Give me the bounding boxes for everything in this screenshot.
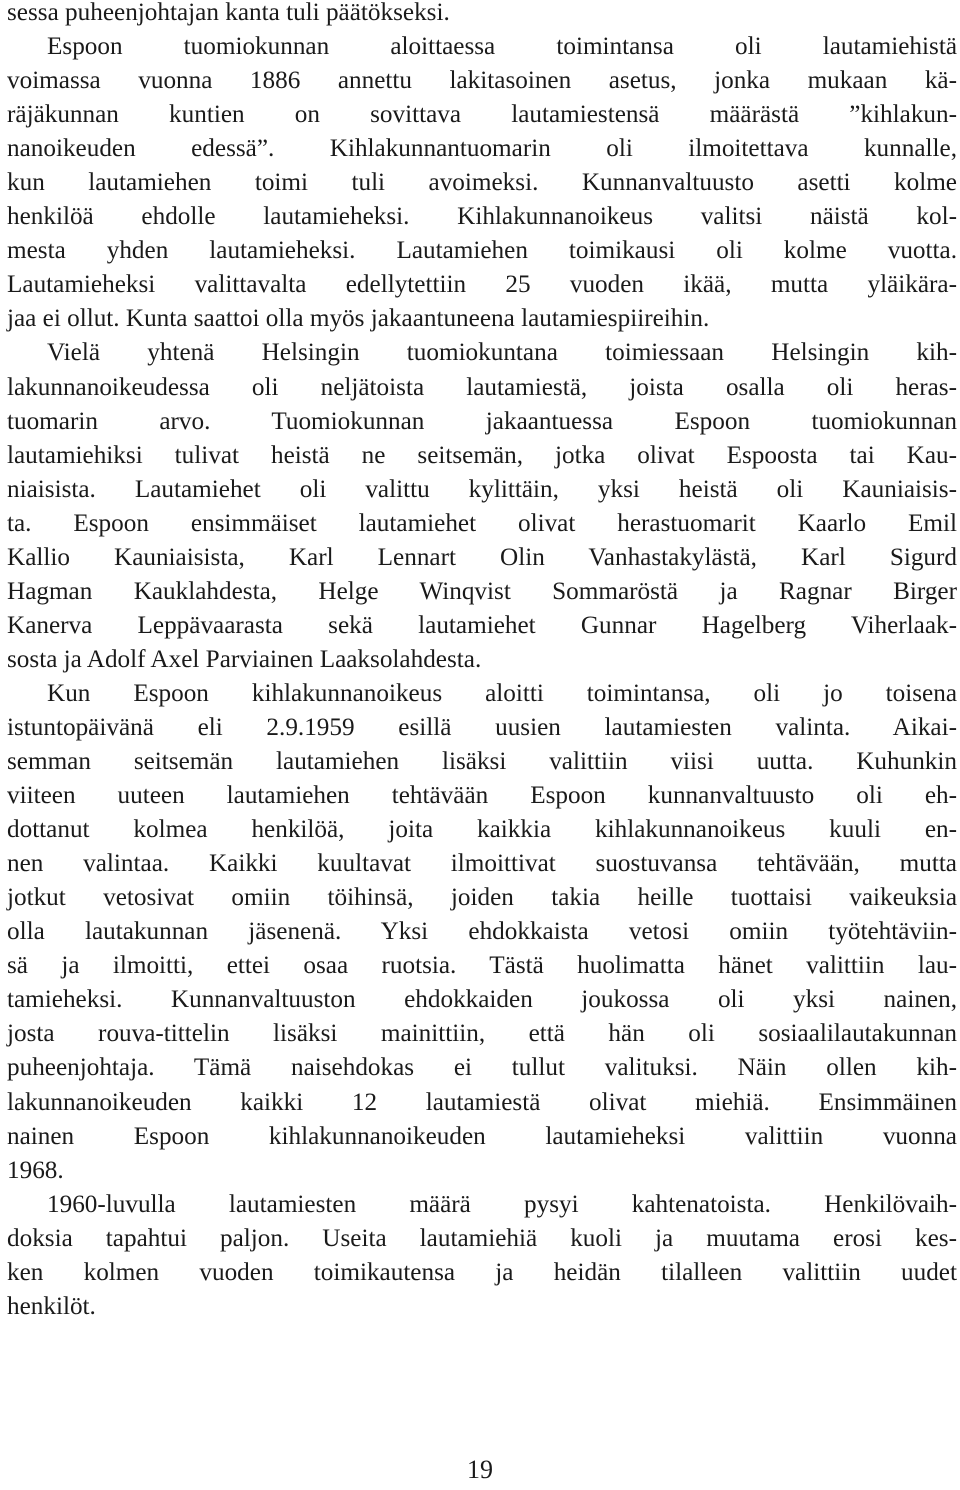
text-line: josta rouva-tittelin lisäksi mainittiin, että hän oli sosiaalilautakunnan bbox=[7, 1020, 957, 1048]
text-line: nanoikeuden edessä”. Kihlakunnantuomarin oli ilmoitettava kunnalle, bbox=[7, 135, 957, 163]
text-line: jotkut vetosivat omiin töihinsä, joiden takia heille tuottaisi vaikeuksia bbox=[7, 884, 957, 912]
text-line: sessa puheenjohtajan kanta tuli päätökseksi. bbox=[7, 0, 450, 26]
text-line: Kun Espoon kihlakunnanoikeus aloitti toimintansa, oli jo toisena bbox=[47, 679, 957, 707]
text-line: nainen Espoon kihlakunnanoikeuden lautamieheksi valittiin vuonna bbox=[7, 1122, 957, 1150]
text-line: henkilöt. bbox=[7, 1292, 96, 1320]
text-line: sä ja ilmoitti, ettei osaa ruotsia. Tästä huolimatta hänet valittiin lau- bbox=[7, 952, 957, 980]
text-line: istuntopäivänä eli 2.9.1959 esillä uusien lautamiesten valinta. Aikai- bbox=[7, 713, 957, 741]
text-line: ken kolmen vuoden toimikautensa ja heidän tilalleen valittiin uudet bbox=[7, 1258, 957, 1286]
text-line: dottanut kolmea henkilöä, joita kaikkia kihlakunnanoikeus kuuli en- bbox=[7, 816, 957, 844]
text-line: voimassa vuonna 1886 annettu lakitasoinen asetus, jonka mukaan kä- bbox=[7, 67, 957, 95]
text-line: Vielä yhtenä Helsingin tuomiokuntana toimiessaan Helsingin kih- bbox=[47, 339, 957, 367]
text-line: tamieheksi. Kunnanvaltuuston ehdokkaiden joukossa oli yksi nainen, bbox=[7, 986, 957, 1014]
text-line: Kallio Kauniaisista, Karl Lennart Olin Vanhastakylästä, Karl Sigurd bbox=[7, 543, 957, 571]
text-line: doksia tapahtui paljon. Useita lautamiehiä kuoli ja muutama erosi kes- bbox=[7, 1224, 957, 1252]
text-line: räjäkunnan kuntien on sovittava lautamiestensä määrästä ”kihlakun- bbox=[7, 101, 957, 129]
text-line: tuomarin arvo. Tuomiokunnan jakaantuessa Espoon tuomiokunnan bbox=[7, 407, 957, 435]
text-line: ta. Espoon ensimmäiset lautamiehet olivat herastuomarit Kaarlo Emil bbox=[7, 509, 957, 537]
text-line: 1968. bbox=[7, 1156, 64, 1184]
text-line: Hagman Kauklahdesta, Helge Winqvist Sommaröstä ja Ragnar Birger bbox=[7, 577, 957, 605]
text-line: jaa ei ollut. Kunta saattoi olla myös jakaantuneena lautamiespiireihin. bbox=[7, 305, 710, 333]
text-line: Lautamieheksi valittavalta edellytettiin 25 vuoden ikää, mutta yläikära- bbox=[7, 271, 957, 299]
text-line: lakunnanoikeudessa oli neljätoista lautamiestä, joista osalla oli heras- bbox=[7, 373, 957, 401]
text-line: kun lautamiehen toimi tuli avoimeksi. Kunnanvaltuusto asetti kolme bbox=[7, 169, 957, 197]
text-line: semman seitsemän lautamiehen lisäksi valittiin viisi uutta. Kuhunkin bbox=[7, 748, 957, 776]
body-text bbox=[7, 0, 957, 1324]
text-line: nen valintaa. Kaikki kuultavat ilmoittivat suostuvansa tehtävään, mutta bbox=[7, 850, 957, 878]
text-line: lakunnanoikeuden kaikki 12 lautamiestä olivat miehiä. Ensimmäinen bbox=[7, 1088, 957, 1116]
text-line: sosta ja Adolf Axel Parviainen Laaksolahdesta. bbox=[7, 645, 482, 673]
text-line: niaisista. Lautamiehet oli valittu kylittäin, yksi heistä oli Kauniaisis- bbox=[7, 475, 957, 503]
text-line: olla lautakunnan jäsenenä. Yksi ehdokkaista vetosi omiin työtehtäviin- bbox=[7, 918, 957, 946]
text-line: henkilöä ehdolle lautamieheksi. Kihlakunnanoikeus valitsi näistä kol- bbox=[7, 203, 957, 231]
text-line: 1960-luvulla lautamiesten määrä pysyi kahtenatoista. Henkilövaih- bbox=[47, 1190, 957, 1218]
text-line: puheenjohtaja. Tämä naisehdokas ei tullut valituksi. Näin ollen kih- bbox=[7, 1054, 957, 1082]
page-number: 19 bbox=[467, 1455, 493, 1484]
text-line: viiteen uuteen lautamiehen tehtävään Espoon kunnanvaltuusto oli eh- bbox=[7, 782, 957, 810]
text-line: mesta yhden lautamieheksi. Lautamiehen toimikausi oli kolme vuotta. bbox=[7, 237, 957, 265]
text-line: Kanerva Leppävaarasta sekä lautamiehet Gunnar Hagelberg Viherlaak- bbox=[7, 611, 957, 639]
text-line: Espoon tuomiokunnan aloittaessa toimintansa oli lautamiehistä bbox=[47, 33, 957, 61]
text-line: lautamiehiksi tulivat heistä ne seitsemän, jotka olivat Espoosta tai Kau- bbox=[7, 441, 957, 469]
